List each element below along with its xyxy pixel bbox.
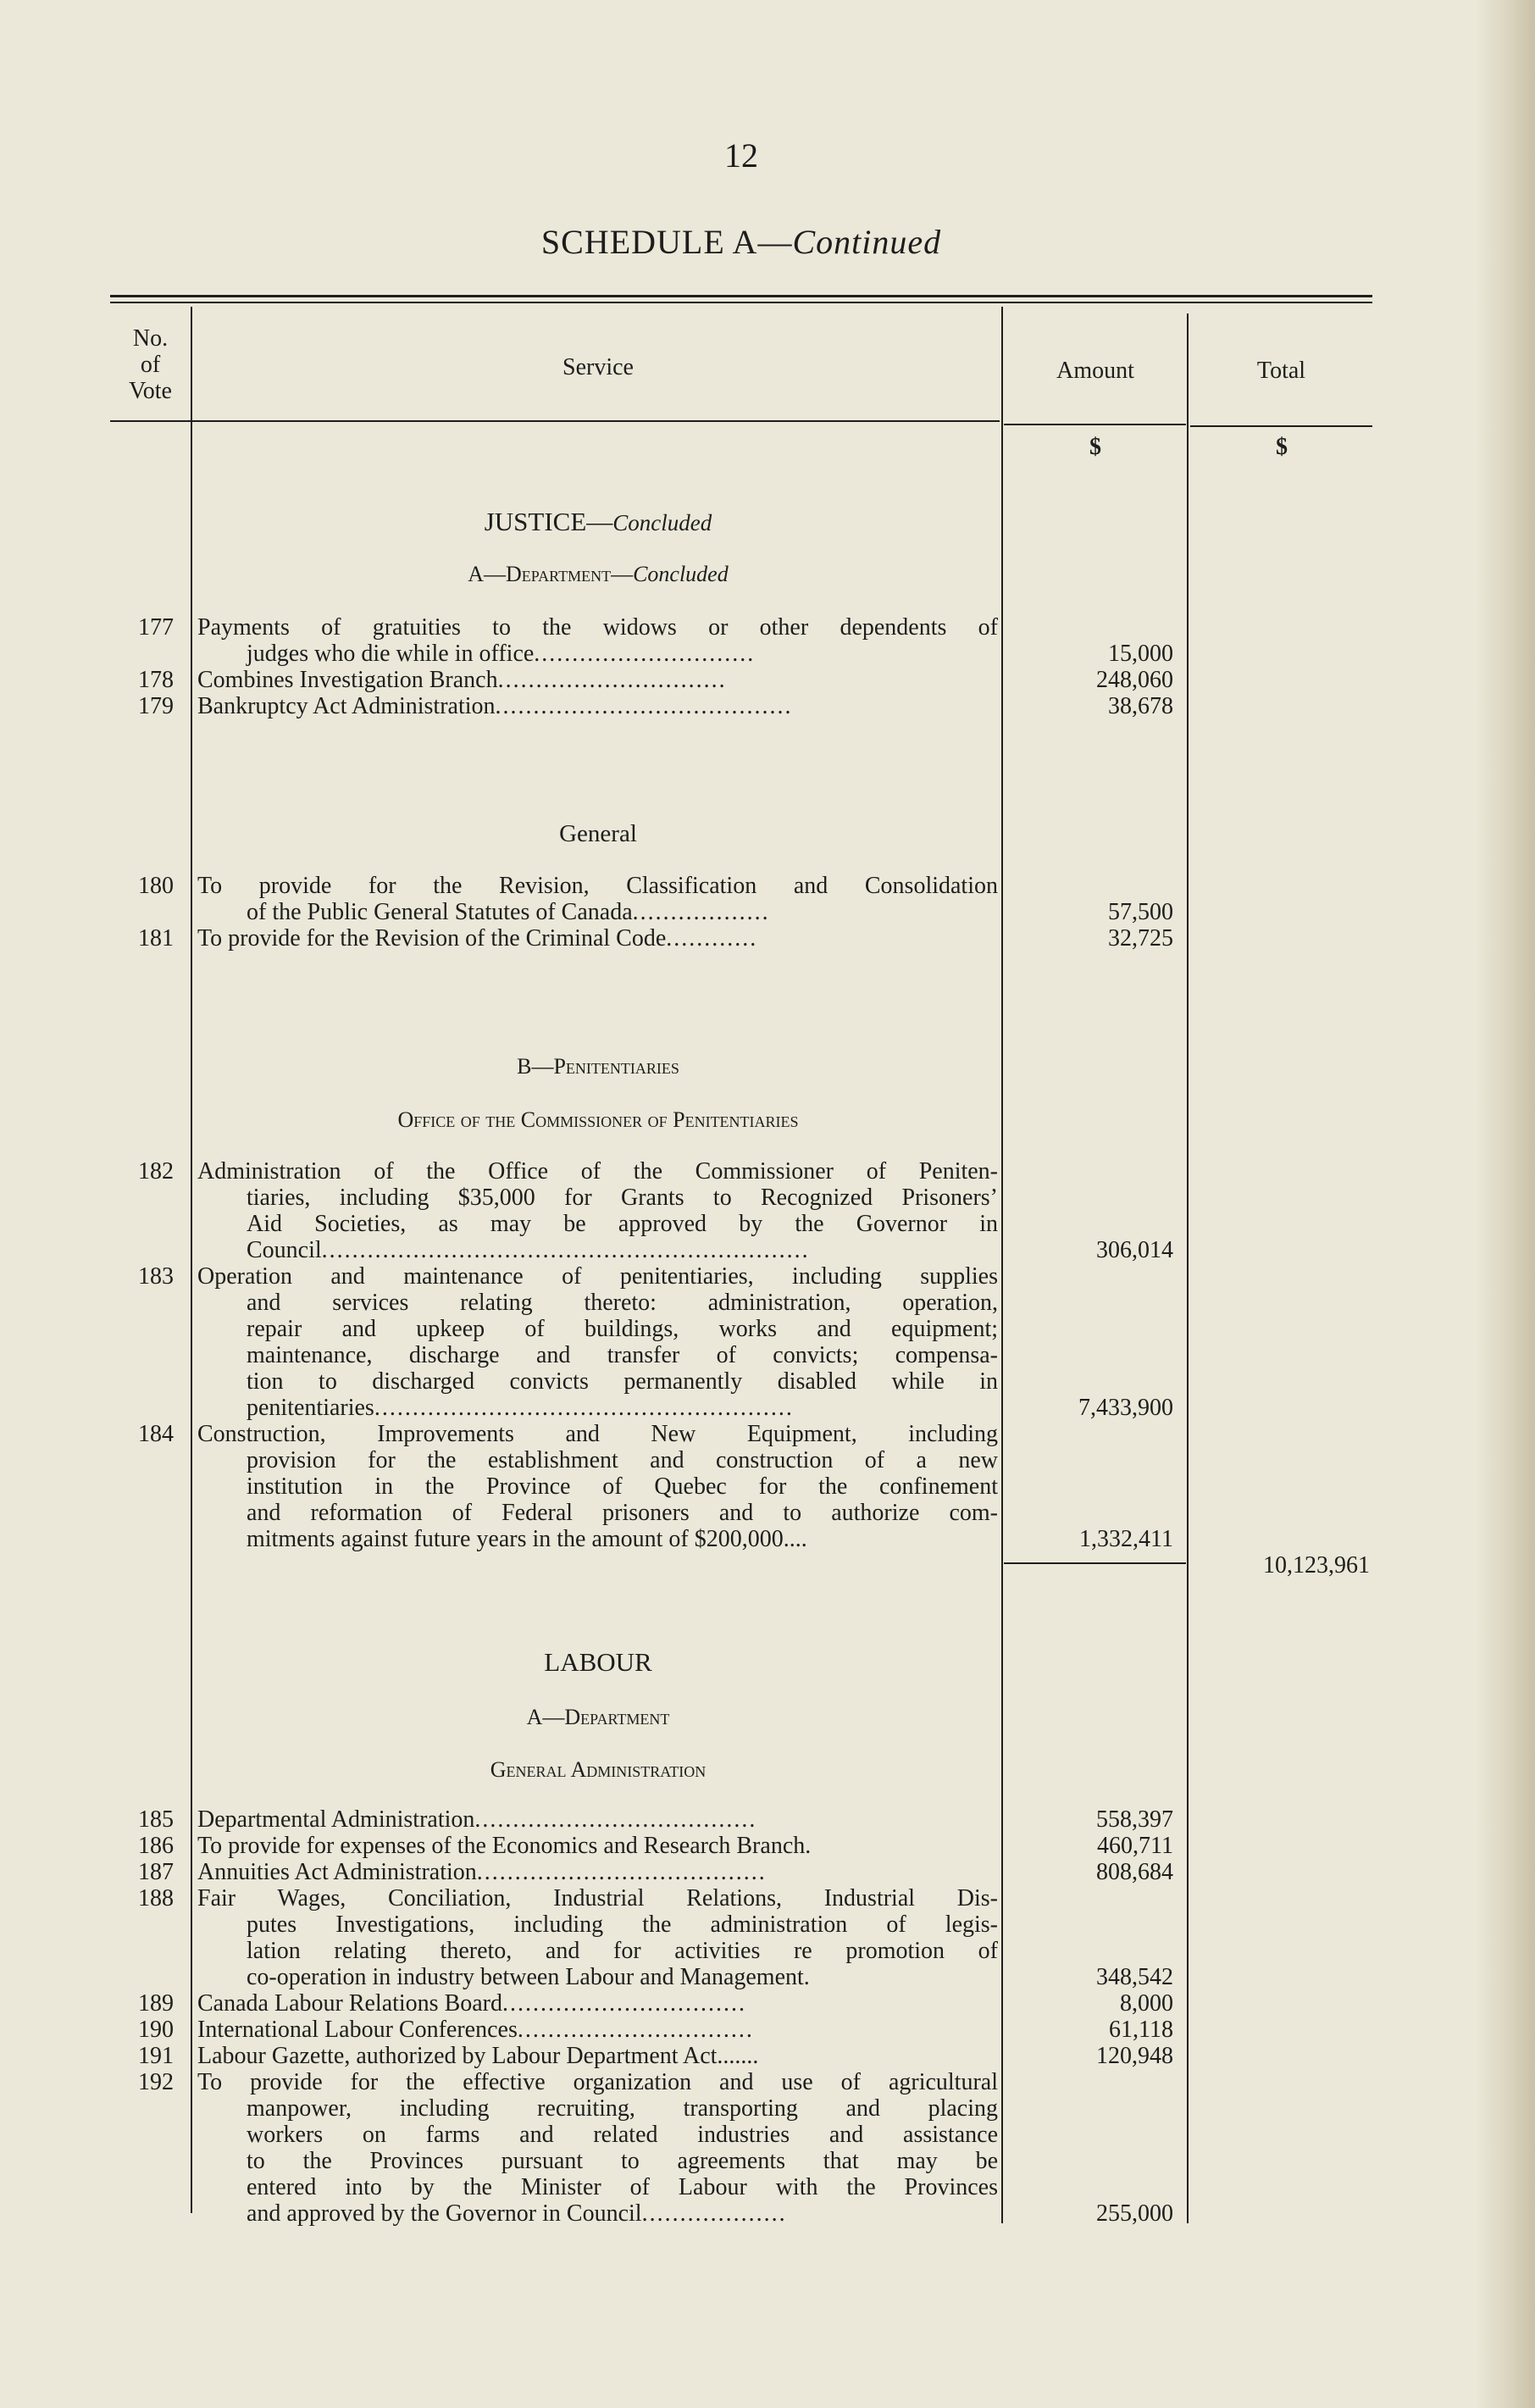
vote-number: 180 [138, 873, 174, 899]
vote-description-line: Annuities Act Administration...................................... [197, 1859, 767, 1885]
justice-total: 10,123,961 [1263, 1552, 1370, 1579]
section-justice-heading: JUSTICE—Concluded [484, 507, 712, 536]
header-total: Total [1256, 358, 1306, 384]
vote-amount: 306,014 [1096, 1237, 1173, 1263]
header-no-of-vote [110, 325, 191, 404]
column-divider-vote [191, 307, 192, 2213]
vote-description-line: penitentiaries....................................................... [247, 1395, 794, 1421]
vote-description-line: Combines Investigation Branch.............................. [197, 667, 727, 693]
vote-number: 183 [138, 1263, 174, 1290]
vote-amount: 15,000 [1108, 641, 1173, 667]
header-top-rule-thick [110, 295, 1372, 297]
vote-description-line: judges who die while in office............................. [247, 641, 756, 667]
vote-amount: 460,711 [1097, 1833, 1173, 1859]
vote-number: 185 [138, 1806, 174, 1833]
section-labour-department: A—Department [526, 1705, 670, 1729]
vote-number: 186 [138, 1833, 174, 1859]
section-labour-heading: LABOUR [544, 1647, 652, 1677]
vote-description-line: To provide for the effective organization and use of agricultural [197, 2069, 998, 2095]
column-divider-service [1001, 307, 1003, 2223]
vote-description-line: of the Public General Statutes of Canada.................. [247, 899, 770, 925]
vote-amount: 1,332,411 [1079, 1526, 1173, 1552]
vote-number: 182 [138, 1158, 174, 1185]
header-bottom-rule [110, 420, 1000, 422]
vote-description-line: Canada Labour Relations Board................................ [197, 1990, 747, 2017]
vote-description [197, 2017, 998, 2043]
vote-description [197, 2043, 998, 2069]
vote-description-line: Operation and maintenance of penitentiaries, including supplies [197, 1263, 998, 1290]
vote-description-line: Construction, Improvements and New Equipment, including [197, 1421, 998, 1447]
amount-currency-symbol: $ [1089, 434, 1101, 460]
vote-description-line: International Labour Conferences............................... [197, 2017, 754, 2043]
vote-description-line: maintenance, discharge and transfer of convicts; compensa- [247, 1342, 998, 1368]
vote-amount: 8,000 [1120, 1990, 1173, 2017]
vote-amount: 61,118 [1109, 2017, 1173, 2043]
vote-number: 189 [138, 1990, 174, 2017]
vote-description [197, 1885, 998, 1990]
vote-amount: 32,725 [1108, 925, 1173, 952]
vote-description [197, 1158, 998, 1263]
vote-number: 191 [138, 2043, 174, 2069]
vote-number: 181 [138, 925, 174, 952]
section-general-administration: General Administration [490, 1757, 707, 1782]
vote-description-line: repair and upkeep of buildings, works and equipment; [247, 1316, 998, 1342]
vote-description-line: Labour Gazette, authorized by Labour Department Act....... [197, 2043, 759, 2069]
vote-description-line: workers on farms and related industries and assistance [247, 2122, 998, 2148]
vote-amount: 808,684 [1096, 1859, 1173, 1885]
vote-description-line: institution in the Province of Quebec for the confinement [247, 1473, 998, 1500]
vote-number: 187 [138, 1859, 174, 1885]
vote-description-line: Fair Wages, Conciliation, Industrial Relations, Industrial Dis- [197, 1885, 998, 1911]
vote-description-line: To provide for the Revision of the Criminal Code............ [197, 925, 758, 952]
section-commissioner-office: Office of the Commissioner of Penitentiaries [397, 1107, 799, 1132]
header-of: of [140, 352, 161, 378]
header-top-rule-thin [110, 302, 1372, 303]
vote-description [197, 2069, 998, 2227]
page-number: 12 [724, 136, 758, 175]
vote-description-line: lation relating thereto, and for activities re promotion of [247, 1938, 998, 1964]
vote-description-line: Payments of gratuities to the widows or other dependents of [197, 614, 998, 641]
header-bottom-rule-total [1190, 425, 1372, 427]
vote-amount: 248,060 [1096, 667, 1173, 693]
header-service: Service [562, 354, 634, 380]
vote-description-line: mitments against future years in the amount of $200,000.... [247, 1526, 807, 1552]
section-justice-department: A—Department—Concluded [468, 562, 729, 586]
vote-number: 192 [138, 2069, 174, 2095]
vote-amount: 348,542 [1096, 1964, 1173, 1990]
vote-description [197, 873, 998, 925]
vote-description-line: To provide for the Revision, Classification and Consolidation [197, 873, 998, 899]
vote-description-line: and reformation of Federal prisoners and to authorize com- [247, 1500, 998, 1526]
vote-amount: 38,678 [1108, 693, 1173, 719]
vote-amount: 255,000 [1096, 2200, 1173, 2227]
header-amount: Amount [1056, 358, 1134, 384]
page-edge-shadow [1476, 0, 1535, 2408]
vote-description-line: and approved by the Governor in Council................... [247, 2200, 787, 2227]
header-bottom-rule-amount [1004, 424, 1186, 425]
vote-description-line: putes Investigations, including the administration of legis- [247, 1911, 998, 1938]
vote-description [197, 1421, 998, 1552]
vote-description-line: Departmental Administration..................................... [197, 1806, 757, 1833]
vote-description-line: Council................................................................ [247, 1237, 810, 1263]
vote-description-line: provision for the establishment and construction of a new [247, 1447, 998, 1473]
vote-amount: 57,500 [1108, 899, 1173, 925]
column-divider-amount [1187, 313, 1189, 2223]
vote-number: 178 [138, 667, 174, 693]
vote-number: 179 [138, 693, 174, 719]
vote-amount: 120,948 [1096, 2043, 1173, 2069]
vote-number: 184 [138, 1421, 174, 1447]
vote-number: 177 [138, 614, 174, 641]
vote-description [197, 614, 998, 667]
vote-description-line: manpower, including recruiting, transporting and placing [247, 2095, 998, 2122]
vote-amount: 558,397 [1096, 1806, 1173, 1833]
vote-description-line: tiaries, including $35,000 for Grants to Recognized Prisoners’ [247, 1185, 998, 1211]
section-penitentiaries: B—Penitentiaries [517, 1054, 679, 1079]
vote-number: 188 [138, 1885, 174, 1911]
schedule-title: SCHEDULE A—Continued [540, 223, 942, 261]
vote-description-line: To provide for expenses of the Economics and Research Branch. [197, 1833, 812, 1859]
vote-description-line: and services relating thereto: administration, operation, [247, 1290, 998, 1316]
vote-description-line: Aid Societies, as may be approved by the Governor in [247, 1211, 998, 1237]
vote-description-line: to the Provinces pursuant to agreements that may be [247, 2148, 998, 2174]
subtotal-rule [1004, 1562, 1186, 1564]
vote-description [197, 1990, 998, 2017]
total-currency-symbol: $ [1276, 434, 1288, 460]
vote-amount: 7,433,900 [1078, 1395, 1173, 1421]
vote-description [197, 1806, 998, 1833]
vote-description-line: Bankruptcy Act Administration....................................... [197, 693, 793, 719]
section-general: General [559, 820, 637, 847]
header-no: No. [132, 325, 169, 352]
vote-description [197, 1263, 998, 1421]
vote-description-line: tion to discharged convicts permanently disabled while in [247, 1368, 998, 1395]
vote-number: 190 [138, 2017, 174, 2043]
vote-description-line: co-operation in industry between Labour and Management. [247, 1964, 810, 1990]
vote-description-line: entered into by the Minister of Labour with the Provinces [247, 2174, 998, 2200]
vote-description [197, 925, 998, 952]
header-vote: Vote [129, 378, 172, 404]
vote-description-line: Administration of the Office of the Commissioner of Peniten- [197, 1158, 998, 1185]
vote-description [197, 1859, 998, 1885]
vote-description [197, 667, 998, 693]
vote-description [197, 1833, 998, 1859]
vote-description [197, 693, 998, 719]
